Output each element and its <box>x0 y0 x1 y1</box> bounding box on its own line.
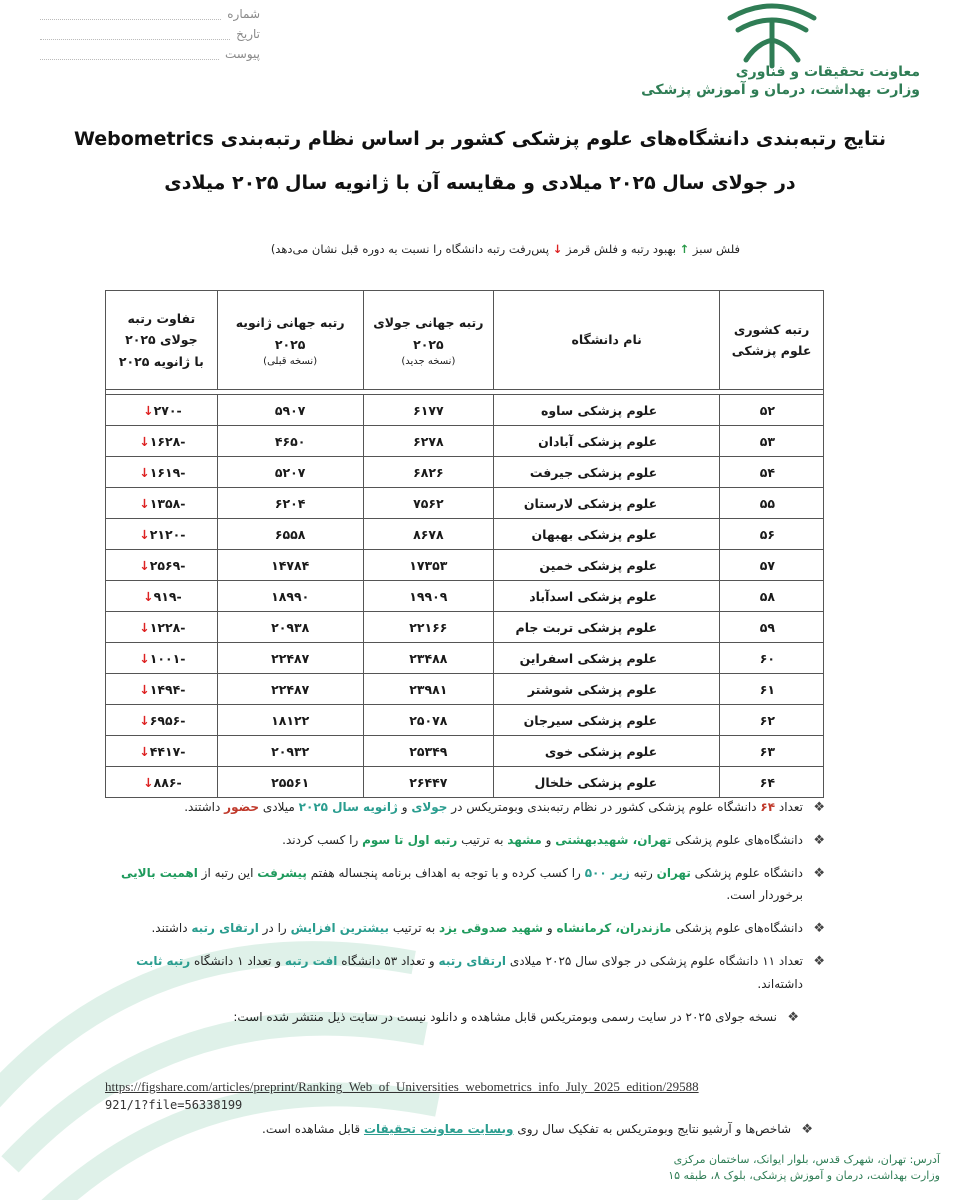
university-name-cell: علوم پزشکی تربت جام <box>494 612 720 643</box>
org-line-1: معاونت تحقیقات و فناوری <box>735 64 920 80</box>
table-row <box>106 395 824 426</box>
header-january-rank: رتبه جهانی ژانویه ۲۰۲۵ (نسخه قبلی) <box>217 291 363 390</box>
national-rank-cell: ۵۲ <box>720 395 824 426</box>
national-rank-cell: ۵۸ <box>720 581 824 612</box>
red-down-arrow-icon: ↓ <box>139 464 150 480</box>
page-title-line-1: نتایج رتبه‌بندی دانشگاه‌های علوم پزشکی کشور بر اساس نظام رتبه‌بندی Webometrics <box>73 128 887 150</box>
red-down-arrow-icon: ↓ <box>139 681 150 697</box>
org-line-2: وزارت بهداشت، درمان و آموزش پزشکی <box>641 82 920 98</box>
july-rank-cell: ۷۵۶۲ <box>363 488 494 519</box>
letter-meta <box>40 4 260 64</box>
red-down-arrow-icon: ↓ <box>139 619 150 635</box>
rank-difference-value: -۲۵۶۹ <box>149 557 186 573</box>
january-rank-cell: ۶۲۰۴ <box>217 488 363 519</box>
rank-difference-cell <box>106 457 218 488</box>
rank-difference-cell <box>106 736 218 767</box>
red-down-arrow-icon: ↓ <box>139 650 150 666</box>
table-row <box>106 457 824 488</box>
rank-difference-value: -۹۱۹ <box>153 588 182 604</box>
university-name-cell: علوم پزشکی اسدآباد <box>494 581 720 612</box>
january-rank-cell: ۲۰۹۳۸ <box>217 612 363 643</box>
rank-difference-cell <box>106 767 218 798</box>
january-rank-cell: ۴۶۵۰ <box>217 426 363 457</box>
university-name-cell: علوم پزشکی بهبهان <box>494 519 720 550</box>
rank-difference-cell <box>106 426 218 457</box>
national-rank-cell: ۵۵ <box>720 488 824 519</box>
red-down-arrow-icon: ↓ <box>552 242 563 256</box>
rank-difference-value: -۱۳۵۸ <box>149 495 186 511</box>
note-2: ❖ دانشگاه‌های علوم پزشکی تهران، شهیدبهشتی و مشهد به ترتیب رتبه اول تا سوم را کسب کردند. <box>90 829 825 852</box>
july-rank-cell: ۲۵۳۴۹ <box>363 736 494 767</box>
table-row <box>106 581 824 612</box>
national-rank-cell: ۵۴ <box>720 457 824 488</box>
july-rank-cell: ۸۶۷۸ <box>363 519 494 550</box>
note-3: ❖ دانشگاه علوم پزشکی تهران رتبه زیر ۵۰۰ را کسب کرده و با توجه به اهداف برنامه پنجساله هفتم پیشرفت این رتبه از اهمیت بالایی برخوردار است. <box>90 862 825 908</box>
rank-difference-cell <box>106 519 218 550</box>
address-line-1: آدرس: تهران، شهرک قدس، بلوار ایوانک، ساختمان مرکزی <box>673 1153 940 1166</box>
january-rank-cell: ۱۴۷۸۴ <box>217 550 363 581</box>
july-rank-cell: ۱۷۳۵۳ <box>363 550 494 581</box>
ministry-logo-icon <box>712 0 832 72</box>
university-name-cell: علوم پزشکی ساوه <box>494 395 720 426</box>
july-rank-cell: ۲۳۴۸۸ <box>363 643 494 674</box>
red-down-arrow-icon: ↓ <box>139 433 150 449</box>
national-rank-cell: ۶۰ <box>720 643 824 674</box>
rank-difference-value: -۲۱۲۰ <box>149 526 186 542</box>
header-july-rank: رتبه جهانی جولای ۲۰۲۵ (نسخه جدید) <box>363 291 494 390</box>
january-rank-cell: ۲۲۴۸۷ <box>217 643 363 674</box>
table-header-row <box>106 291 824 390</box>
january-rank-cell: ۲۲۴۸۷ <box>217 674 363 705</box>
green-up-arrow-icon: ↑ <box>679 242 690 256</box>
red-down-arrow-icon: ↓ <box>139 743 150 759</box>
rank-difference-cell <box>106 674 218 705</box>
national-rank-cell: ۶۳ <box>720 736 824 767</box>
university-name-cell: علوم پزشکی جیرفت <box>494 457 720 488</box>
national-rank-cell: ۶۴ <box>720 767 824 798</box>
january-rank-cell: ۵۹۰۷ <box>217 395 363 426</box>
figshare-link[interactable]: https://figshare.com/articles/preprint/Ranking_Web_of_Universities_webometrics_info_July_2025_edition/29588 <box>105 1079 699 1094</box>
organization-name <box>600 64 920 98</box>
note-4: ❖ دانشگاه‌های علوم پزشکی مازندران، کرمانشاه و شهید صدوقی یزد به ترتیب بیشترین افزایش را در ارتقای رتبه داشتند. <box>90 917 825 940</box>
ranking-table <box>105 290 824 798</box>
july-rank-cell: ۶۱۷۷ <box>363 395 494 426</box>
july-rank-cell: ۲۲۱۶۶ <box>363 612 494 643</box>
rank-difference-value: -۱۶۱۹ <box>149 464 186 480</box>
table-row <box>106 767 824 798</box>
july-rank-cell: ۶۸۲۶ <box>363 457 494 488</box>
figshare-link-tail[interactable]: 921/1?file=56338199 <box>105 1098 243 1113</box>
header-university-name: نام دانشگاه <box>494 291 720 390</box>
red-down-arrow-icon: ↓ <box>139 557 150 573</box>
footer-address <box>500 1152 940 1184</box>
table-row <box>106 426 824 457</box>
january-rank-cell: ۲۰۹۳۲ <box>217 736 363 767</box>
table-row <box>106 612 824 643</box>
bullet-icon: ❖ <box>813 921 825 937</box>
notes-list <box>90 796 825 1038</box>
january-rank-cell: ۱۸۹۹۰ <box>217 581 363 612</box>
rank-difference-value: -۶۹۵۶ <box>149 712 186 728</box>
table-row <box>106 550 824 581</box>
rank-difference-value: -۱۴۹۴ <box>149 681 186 697</box>
rank-difference-value: -۱۰۰۱ <box>149 650 186 666</box>
rank-difference-cell <box>106 488 218 519</box>
rank-difference-cell <box>106 643 218 674</box>
january-rank-cell: ۶۵۵۸ <box>217 519 363 550</box>
arrow-legend: فلش سبز ↑ بهبود رتبه و فلش قرمز ↓ پس‌رفت رتبه دانشگاه را نسبت به دوره قبل نشان می‌دهد) <box>270 242 740 256</box>
national-rank-cell: ۵۹ <box>720 612 824 643</box>
university-name-cell: علوم پزشکی شوشتر <box>494 674 720 705</box>
bullet-icon: ❖ <box>813 800 825 815</box>
red-down-arrow-icon: ↓ <box>143 588 154 604</box>
page-title-line-2: در جولای سال ۲۰۲۵ میلادی و مقایسه آن با ژانویه سال ۲۰۲۵ میلادی <box>164 172 796 194</box>
national-rank-cell: ۵۳ <box>720 426 824 457</box>
red-down-arrow-icon: ↓ <box>139 495 150 511</box>
january-rank-cell: ۲۵۵۶۱ <box>217 767 363 798</box>
july-rank-cell: ۶۲۷۸ <box>363 426 494 457</box>
table-row <box>106 519 824 550</box>
january-rank-cell: ۵۲۰۷ <box>217 457 363 488</box>
rank-difference-value: -۲۷۰ <box>153 402 182 418</box>
header-rank-difference: تفاوت رتبه جولای ۲۰۲۵ با ژانویه ۲۰۲۵ <box>106 291 218 390</box>
rank-difference-cell <box>106 612 218 643</box>
table-row <box>106 643 824 674</box>
university-name-cell: علوم پزشکی لارستان <box>494 488 720 519</box>
meta-row-date: تاریخ <box>40 24 260 44</box>
red-down-arrow-icon: ↓ <box>139 526 150 542</box>
july-rank-cell: ۲۳۹۸۱ <box>363 674 494 705</box>
rank-difference-value: -۱۲۲۸ <box>149 619 186 635</box>
july-rank-cell: ۲۶۴۴۷ <box>363 767 494 798</box>
rank-difference-cell <box>106 395 218 426</box>
table-row <box>106 705 824 736</box>
university-name-cell: علوم پزشکی سیرجان <box>494 705 720 736</box>
meta-row-number: شماره <box>40 4 260 24</box>
rank-difference-value: -۸۸۶ <box>153 774 182 790</box>
rank-difference-value: -۱۶۲۸ <box>149 433 186 449</box>
figshare-link-block <box>105 1078 835 1114</box>
bullet-icon: ❖ <box>813 953 825 969</box>
meta-row-attachment: پیوست <box>40 44 260 64</box>
red-down-arrow-icon: ↓ <box>143 402 154 418</box>
bullet-icon: ❖ <box>813 832 825 848</box>
table-body <box>106 390 824 798</box>
january-rank-cell: ۱۸۱۲۲ <box>217 705 363 736</box>
university-name-cell: علوم پزشکی خلخال <box>494 767 720 798</box>
rank-difference-cell <box>106 581 218 612</box>
bullet-icon: ❖ <box>801 1122 813 1137</box>
table-row <box>106 736 824 767</box>
red-down-arrow-icon: ↓ <box>139 712 150 728</box>
university-name-cell: علوم پزشکی خمین <box>494 550 720 581</box>
july-rank-cell: ۲۵۰۷۸ <box>363 705 494 736</box>
note-6: ❖ نسخه جولای ۲۰۲۵ در سایت رسمی وبومتریکس قابل مشاهده و دانلود نیست در سایت ذیل منتشر شده است: <box>90 1006 825 1029</box>
rank-difference-cell <box>106 550 218 581</box>
university-name-cell: علوم پزشکی اسفراین <box>494 643 720 674</box>
national-rank-cell: ۶۲ <box>720 705 824 736</box>
bullet-icon: ❖ <box>787 1009 799 1025</box>
july-rank-cell: ۱۹۹۰۹ <box>363 581 494 612</box>
red-down-arrow-icon: ↓ <box>143 774 154 790</box>
national-rank-cell: ۵۷ <box>720 550 824 581</box>
rank-difference-value: -۴۴۱۷ <box>149 743 186 759</box>
note-5: ❖ تعداد ۱۱ دانشگاه علوم پزشکی در جولای سال ۲۰۲۵ میلادی ارتقای رتبه و تعداد ۵۳ دانشگاه افت رتبه و تعداد ۱ دانشگاه رتبه ثابت داشته‌اند. <box>90 950 825 996</box>
note-7: ❖ شاخص‌ها و آرشیو نتایج وبومتریکس به تفکیک سال روی وبسایت معاونت تحقیقات قابل مشاهده است. <box>90 1118 825 1151</box>
national-rank-cell: ۶۱ <box>720 674 824 705</box>
rank-difference-cell <box>106 705 218 736</box>
address-line-2: وزارت بهداشت، درمان و آموزش پزشکی، بلوک ۸، طبقه ۱۵ <box>668 1168 940 1182</box>
university-name-cell: علوم پزشکی خوی <box>494 736 720 767</box>
header-national-rank: رتبه کشوری علوم پزشکی <box>720 291 824 390</box>
bullet-icon: ❖ <box>813 865 825 881</box>
table-row <box>106 674 824 705</box>
table-row <box>106 488 824 519</box>
national-rank-cell: ۵۶ <box>720 519 824 550</box>
research-website-link[interactable]: وبسایت معاونت تحقیقات <box>363 1122 514 1136</box>
note-1: ❖ تعداد ۶۴ دانشگاه علوم پزشکی کشور در نظام رتبه‌بندی وبومتریکس در جولای و ژانویه سال ۲۰۲۵ میلادی حضور داشتند. <box>90 796 825 819</box>
university-name-cell: علوم پزشکی آبادان <box>494 426 720 457</box>
